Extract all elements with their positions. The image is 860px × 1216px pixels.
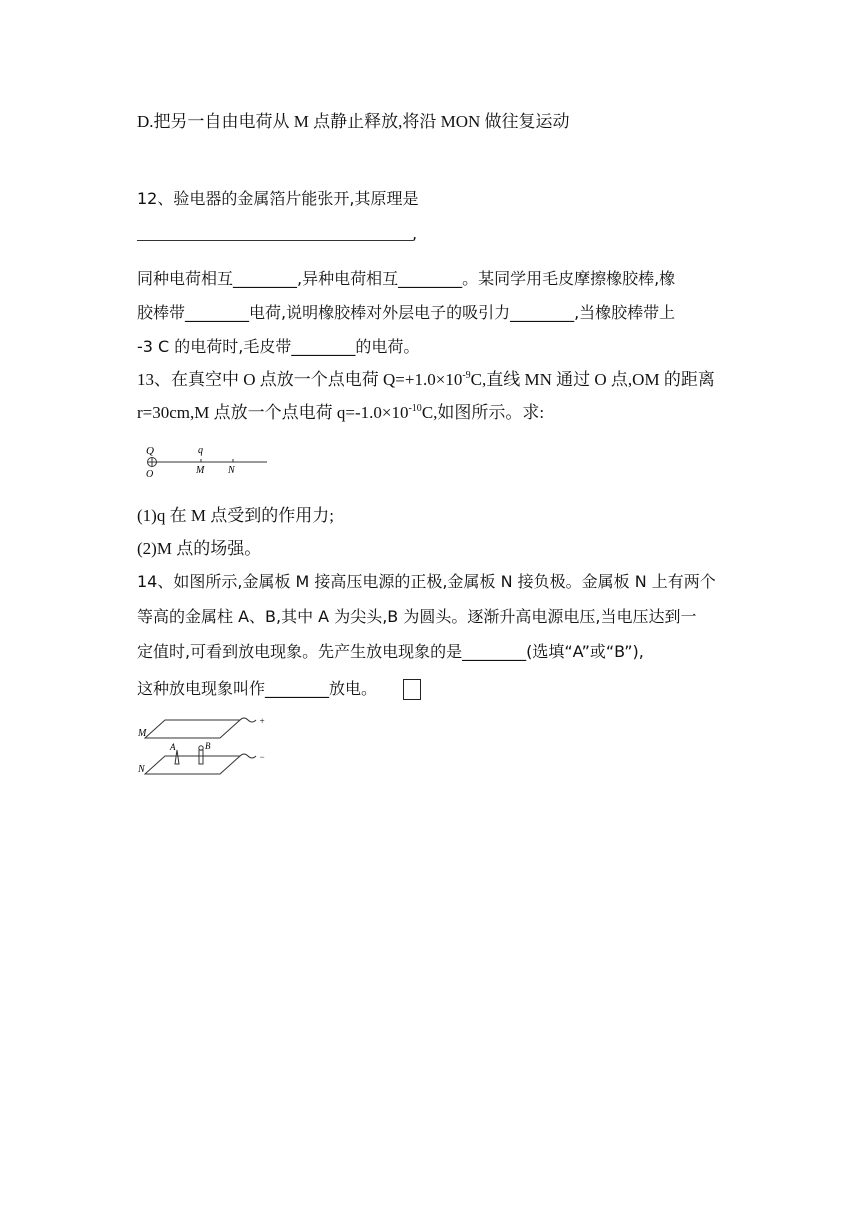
q14-label-A: A bbox=[170, 742, 176, 752]
q14-label-plus: + bbox=[259, 716, 266, 726]
q13-line-2-exponent: -10 bbox=[408, 403, 422, 414]
q13-line-1-exponent: -9 bbox=[462, 370, 471, 381]
option-d-text: D.把另一自由电荷从 M 点静止释放,将沿 MON 做往复运动 bbox=[137, 112, 570, 131]
q14-pillar-B bbox=[199, 750, 203, 764]
q13-label-Q: Q bbox=[146, 445, 154, 457]
q14-wire-M bbox=[240, 718, 256, 722]
q13-line-1-a: 13、在真空中 O 点放一个点电荷 Q=+1.0×10 bbox=[137, 370, 463, 389]
q13-sub-2: (2)M 点的场强。 bbox=[137, 539, 262, 558]
q12-line-4: 胶棒带________电荷,说明橡胶棒对外层电子的吸引力________,当橡胶棒带上 bbox=[137, 303, 676, 322]
q13-line-2 bbox=[137, 402, 544, 424]
q13-label-q: q bbox=[198, 445, 203, 456]
q14-label-B: B bbox=[205, 741, 211, 751]
q14-plate-M bbox=[145, 720, 240, 738]
q14-label-N: N bbox=[138, 764, 145, 775]
q12-line-1: 12、验电器的金属箔片能张开,其原理是 bbox=[137, 189, 419, 208]
q14-plate-N bbox=[145, 756, 240, 774]
q14-pillar-A bbox=[175, 750, 179, 764]
answer-checkbox[interactable] bbox=[403, 679, 421, 700]
q13-label-N: N bbox=[228, 465, 235, 476]
q12-line-3: 同种电荷相互________,异种电荷相互________。某同学用毛皮摩擦橡胶棒,橡 bbox=[137, 269, 676, 288]
q14-line-1: 14、如图所示,金属板 M 接高压电源的正极,金属板 N 接负极。金属板 N 上有两个 bbox=[137, 572, 716, 591]
q14-line-3: 定值时,可看到放电现象。先产生放电现象的是________(选填“A”或“B”), bbox=[137, 642, 644, 661]
q12-answer-blank bbox=[137, 228, 413, 241]
q12-line-5: -3 C 的电荷时,毛皮带________的电荷。 bbox=[137, 337, 420, 356]
q14-wire-N bbox=[240, 754, 256, 758]
q13-label-O: O bbox=[146, 469, 154, 480]
q13-sub-1: (1)q 在 M 点受到的作用力; bbox=[137, 506, 334, 525]
q14-label-minus: − bbox=[259, 752, 266, 762]
q13-line-2-b: C,如图所示。求: bbox=[421, 403, 545, 422]
q13-line-2-a: r=30cm,M 点放一个点电荷 q=-1.0×10 bbox=[137, 403, 409, 422]
q14-line-4: 这种放电现象叫作________放电。 bbox=[137, 679, 378, 698]
q14-line-2: 等高的金属柱 A、B,其中 A 为尖头,B 为圆头。逐渐升高电源电压,当电压达到一 bbox=[137, 607, 697, 626]
q13-line-1 bbox=[137, 369, 715, 391]
q13-line-1-b: C,直线 MN 通过 O 点,OM 的距离 bbox=[470, 370, 715, 389]
q14-figure bbox=[135, 712, 275, 782]
q13-figure bbox=[140, 440, 270, 480]
q13-label-M: M bbox=[196, 465, 205, 476]
q12-answer-comma: , bbox=[412, 224, 418, 243]
q14-label-M: M bbox=[138, 728, 147, 739]
